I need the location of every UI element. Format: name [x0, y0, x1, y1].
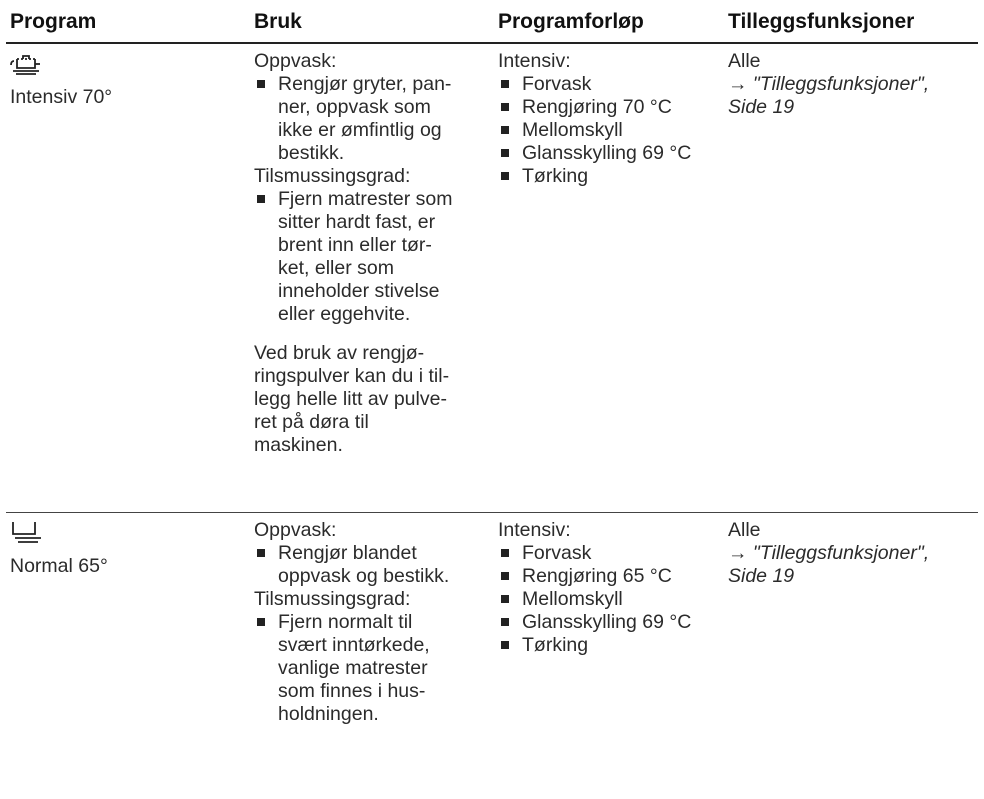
- tillegg-page[interactable]: Side 19: [728, 96, 795, 118]
- bruk-cell: [246, 519, 482, 799]
- bruk-list-tilsmussing: [254, 188, 482, 326]
- program-cell: [6, 50, 246, 512]
- list-item: Tørking: [498, 165, 720, 188]
- list-item: Forvask: [498, 73, 720, 96]
- table-row: [6, 44, 978, 512]
- list-item: Mellomskyll: [498, 588, 720, 611]
- program-name: Intensiv 70°: [10, 86, 113, 108]
- header-bruk: Bruk: [254, 10, 302, 33]
- list-item: Glansskylling 69 °C: [498, 142, 720, 165]
- list-item: Rengjør blandet oppvask og bestikk.: [254, 542, 482, 588]
- list-item: Forvask: [498, 542, 720, 565]
- list-item: Rengjøring 65 °C: [498, 565, 720, 588]
- plates-icon: [10, 519, 42, 547]
- bruk-list-oppvask: [254, 542, 482, 588]
- tillegg-reference-link[interactable]: → "Tilleggsfunksjoner",: [728, 542, 930, 564]
- forlop-list: [498, 542, 720, 657]
- table-header: [6, 2, 978, 42]
- bruk-cell: [246, 50, 482, 512]
- list-item: Rengjøring 70 °C: [498, 96, 720, 119]
- forlop-label: Intensiv:: [498, 50, 571, 72]
- tillegg-text: Alle: [728, 50, 761, 72]
- list-item: Fjern matrester som sitter hardt fast, er brent inn eller tør- ket, eller som inneholder stivelse eller eggehvite.: [254, 188, 482, 326]
- list-item: Fjern normalt til svært inntørkede, vanlige matrester som finnes i hus- holdningen.: [254, 611, 482, 726]
- header-tilleggsfunksjoner: Tilleggsfunksjoner: [728, 10, 915, 33]
- bruk-label-tilsmussingsgrad: Tilsmussingsgrad:: [254, 588, 411, 610]
- tillegg-cell: [720, 50, 978, 512]
- header-programforlop: Programforløp: [498, 10, 644, 33]
- list-item: Mellomskyll: [498, 119, 720, 142]
- programforlop-cell: [482, 519, 720, 799]
- forlop-list: [498, 73, 720, 188]
- bruk-label-oppvask: Oppvask:: [254, 50, 337, 72]
- table-row: [6, 513, 978, 799]
- bruk-list-tilsmussing: [254, 611, 482, 726]
- bruk-note: Ved bruk av rengjø- ringspulver kan du i til- legg helle litt av pulve- ret på døra til maskinen.: [254, 342, 450, 456]
- tillegg-page[interactable]: Side 19: [728, 565, 795, 587]
- program-cell: [6, 519, 246, 799]
- program-name: Normal 65°: [10, 555, 108, 577]
- header-program: Program: [10, 10, 97, 33]
- pot-with-lid-icon: [10, 50, 42, 78]
- program-table: [6, 2, 978, 799]
- tillegg-reference-link[interactable]: → "Tilleggsfunksjoner",: [728, 73, 930, 95]
- bruk-label-tilsmussingsgrad: Tilsmussingsgrad:: [254, 165, 411, 187]
- tillegg-text: Alle: [728, 519, 761, 541]
- bruk-list-oppvask: [254, 73, 482, 165]
- list-item: Rengjør gryter, pan- ner, oppvask som ikke er ømfintlig og bestikk.: [254, 73, 482, 165]
- list-item: Tørking: [498, 634, 720, 657]
- tillegg-cell: [720, 519, 978, 799]
- bruk-label-oppvask: Oppvask:: [254, 519, 337, 541]
- list-item: Glansskylling 69 °C: [498, 611, 720, 634]
- forlop-label: Intensiv:: [498, 519, 571, 541]
- programforlop-cell: [482, 50, 720, 512]
